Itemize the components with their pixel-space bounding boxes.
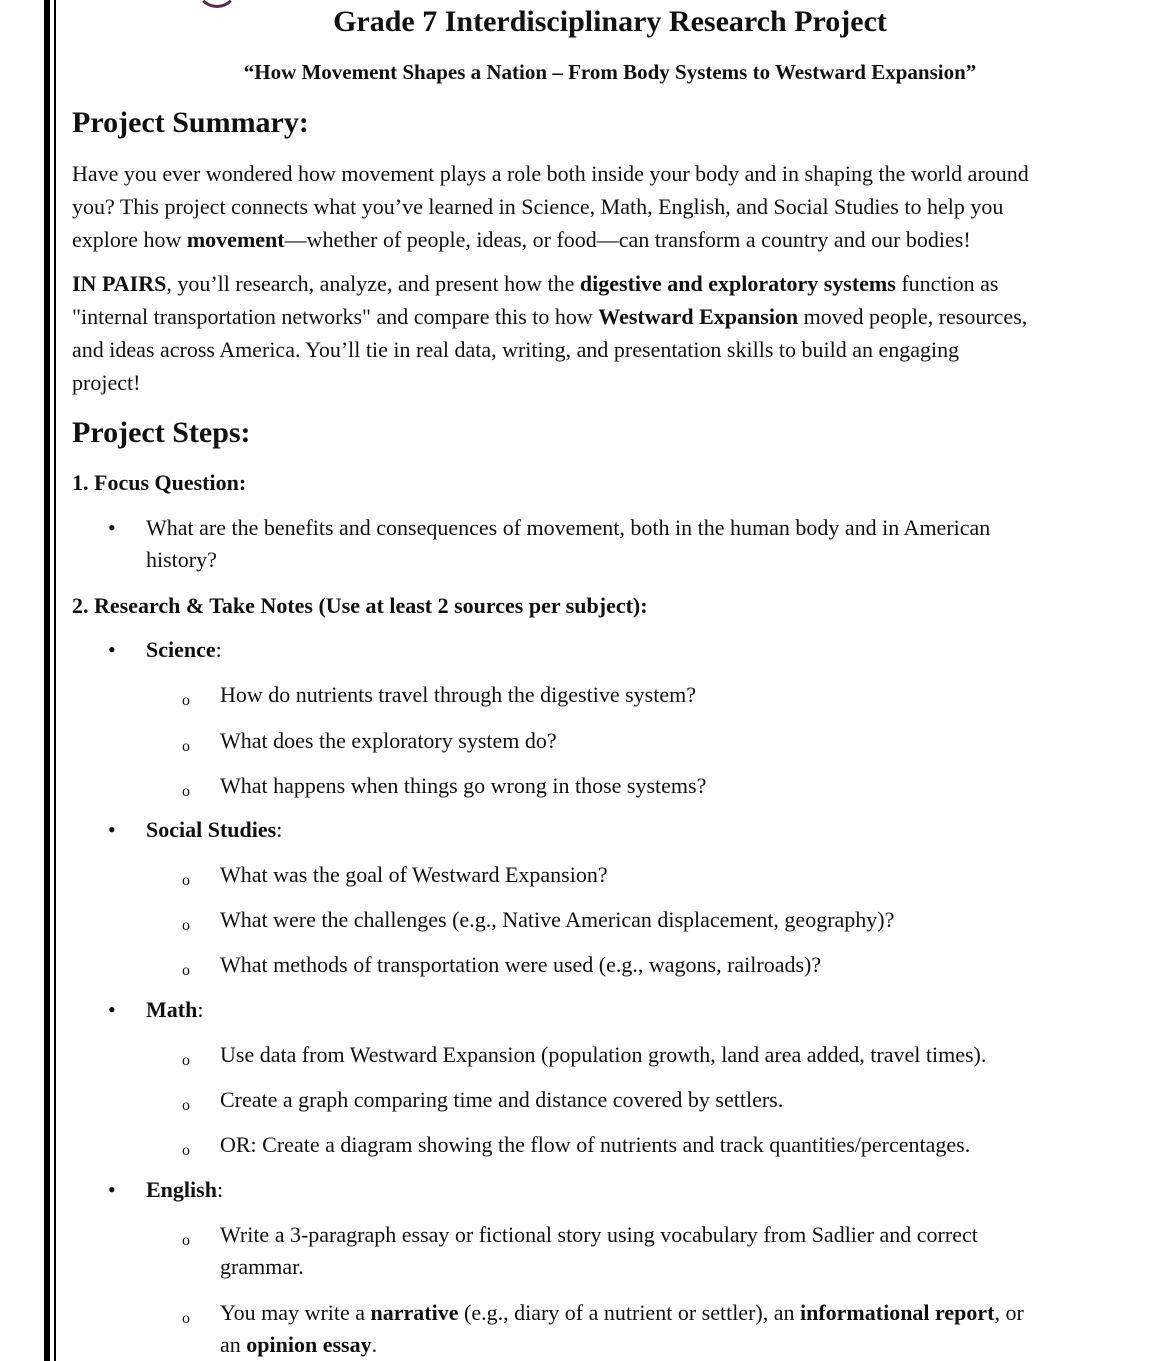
sub-bullet-icon: o — [182, 962, 190, 979]
bullet-dot: • — [108, 1177, 116, 1202]
summary-p2-line3: and ideas across America. You’ll tie in real data, writing, and presentation skills to build an engaging — [72, 337, 960, 362]
sub-bullet-icon: o — [182, 1097, 190, 1114]
sub-bullet-icon: o — [182, 917, 190, 934]
document-title: Grade 7 Interdisciplinary Research Project — [333, 5, 887, 38]
english-item1-line2: grammar. — [220, 1254, 304, 1279]
summary-p2-line4: project! — [72, 370, 141, 395]
english-item2-line1: You may write a narrative (e.g., diary of a nutrient or settler), an informational report, or — [220, 1300, 1024, 1325]
math-label: Math — [146, 997, 198, 1022]
project-summary-heading: Project Summary: — [72, 106, 309, 139]
sub-bullet-icon: o — [182, 1232, 190, 1249]
summary-p1-line2: you? This project connects what you’ve learned in Science, Math, English, and Social Studies to help you — [72, 194, 1004, 219]
step2-heading: 2. Research & Take Notes (Use at least 2 sources per subject): — [72, 593, 648, 618]
sub-bullet-icon: o — [182, 738, 190, 755]
page-margin — [0, 0, 36, 1361]
sub-bullet-icon: o — [182, 1310, 190, 1327]
summary-paragraph-1 — [72, 157, 1152, 256]
bullet-dot: • — [108, 997, 116, 1022]
social-studies-label: Social Studies — [146, 817, 277, 842]
document-subtitle: “How Movement Shapes a Nation – From Body Systems to Westward Expansion” — [243, 60, 977, 84]
summary-p2-line2: "internal transportation networks" and compare this to how Westward Expansion moved people, resources, — [72, 304, 1028, 329]
english-label: English — [146, 1177, 217, 1202]
project-steps-heading: Project Steps: — [72, 416, 251, 449]
summary-p1-line3: explore how movement—whether of people, ideas, or food—can transform a country and our bodies! — [72, 227, 971, 252]
english-item2-line2: an opinion essay. — [220, 1332, 378, 1357]
sub-bullet-icon: o — [182, 872, 190, 889]
bullet-dot: • — [108, 637, 116, 662]
step1-heading: 1. Focus Question: — [72, 470, 247, 495]
sub-bullet-icon: o — [182, 1052, 190, 1069]
summary-p1-line1: Have you ever wondered how movement plays a role both inside your body and in shaping the world around — [72, 161, 1029, 186]
science-label: Science — [146, 637, 216, 662]
sub-bullet-icon: o — [182, 783, 190, 800]
summary-p2-line1: IN PAIRS, you’ll research, analyze, and present how the digestive and exploratory systems function as — [72, 271, 999, 296]
bullet-dot: • — [108, 817, 116, 842]
page-border-thin — [54, 0, 56, 1361]
english-item1-line1: Write a 3-paragraph essay or fictional story using vocabulary from Sadlier and correct — [220, 1222, 978, 1247]
summary-paragraph-2 — [72, 267, 1152, 399]
page-border-thick — [44, 0, 50, 1361]
sub-bullet-icon: o — [182, 692, 190, 709]
focus-question-line1: What are the benefits and consequences of movement, both in the human body and in American — [146, 515, 991, 540]
focus-question-line2: history? — [146, 547, 217, 572]
sub-bullet-icon: o — [182, 1142, 190, 1159]
focus-question-bullet — [108, 512, 1148, 576]
bullet-dot: • — [108, 515, 116, 540]
